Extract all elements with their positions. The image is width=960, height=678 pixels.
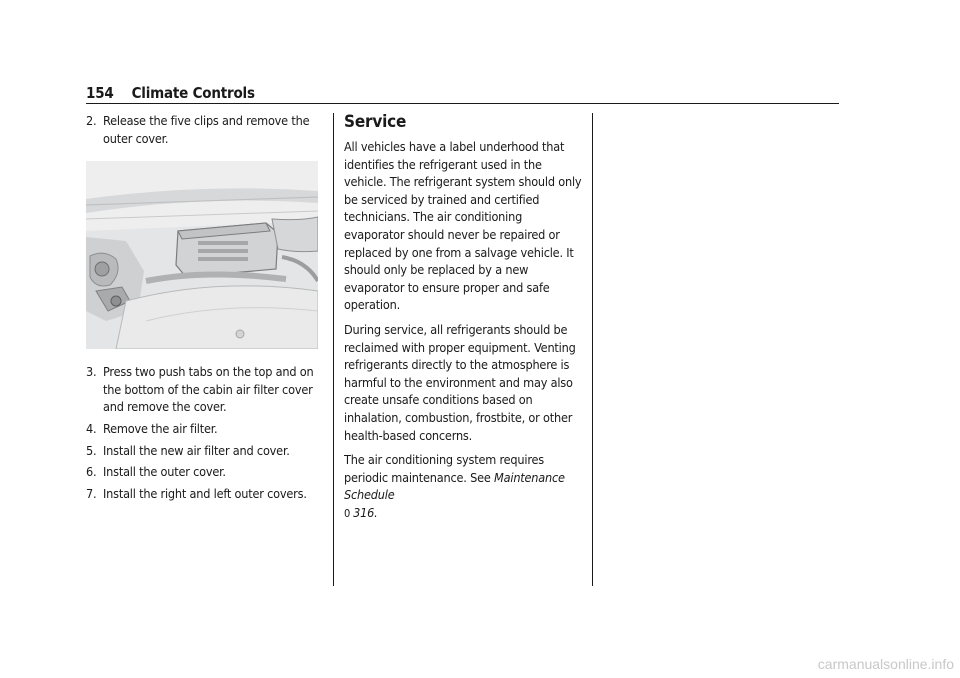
step-number: 2.	[86, 113, 97, 128]
step-item	[86, 442, 322, 460]
cabin-air-filter-housing-illustration-icon	[86, 161, 318, 349]
section-title: Climate Controls	[131, 84, 255, 102]
column-divider-2	[592, 113, 593, 586]
middle-column	[344, 112, 584, 529]
step-number: 5.	[86, 442, 97, 458]
step-text: Remove the air filter.	[103, 420, 218, 436]
page-number: 154	[86, 84, 114, 102]
page-header	[86, 84, 255, 102]
left-column	[86, 112, 322, 506]
step-item	[86, 420, 322, 438]
step-item	[86, 485, 322, 503]
section-heading: Service	[344, 112, 407, 132]
steps-list	[86, 363, 322, 502]
step-item	[86, 463, 322, 481]
step-text: Release the five clips and remove the outer cover.	[103, 113, 310, 146]
paragraph-end: .	[374, 504, 378, 520]
step-text: Install the outer cover.	[103, 464, 226, 480]
step-item	[86, 112, 322, 147]
step-number: 7.	[86, 485, 97, 501]
paragraph: All vehicles have a label underhood that identifies the refrigerant used in the vehicle. The refrigerant system should only be serviced by trained and certified technicians. The air conditioning evaporator should never be repaired or replaced by one from a salvage vehicle. It should only be replaced by a new evaporator to ensure proper and safe operation.	[344, 139, 582, 313]
page-reference-number[interactable]: 316	[353, 504, 375, 520]
column-divider-1	[333, 113, 334, 586]
watermark: carmanualsonline.info	[817, 656, 954, 672]
cabin-air-filter-figure	[86, 161, 318, 349]
step-text: Install the right and left outer covers.	[103, 485, 307, 501]
step-item	[86, 363, 322, 416]
header-divider	[86, 103, 839, 104]
step-text: Press two push tabs on the top and on the bottom of the cabin air filter cover and remove the cover.	[103, 364, 314, 415]
paragraph-lead: The air conditioning system requires periodic maintenance. See	[344, 452, 545, 485]
paragraph: During service, all refrigerants should be reclaimed with proper equipment. Venting refrigerants directly to the atmosphere is harmful to the environment and may also create unsafe conditions based on inhalation, combustion, frostbite, or other health-based concerns.	[344, 321, 576, 443]
page-reference-arrow-icon: 0	[344, 506, 351, 520]
paragraph	[344, 451, 584, 522]
maintenance-schedule-link[interactable]: Maintenance Schedule	[344, 469, 565, 503]
step-number: 4.	[86, 420, 97, 436]
step-number: 3.	[86, 364, 97, 380]
step-text: Install the new air filter and cover.	[103, 442, 290, 458]
step-number: 6.	[86, 464, 97, 480]
